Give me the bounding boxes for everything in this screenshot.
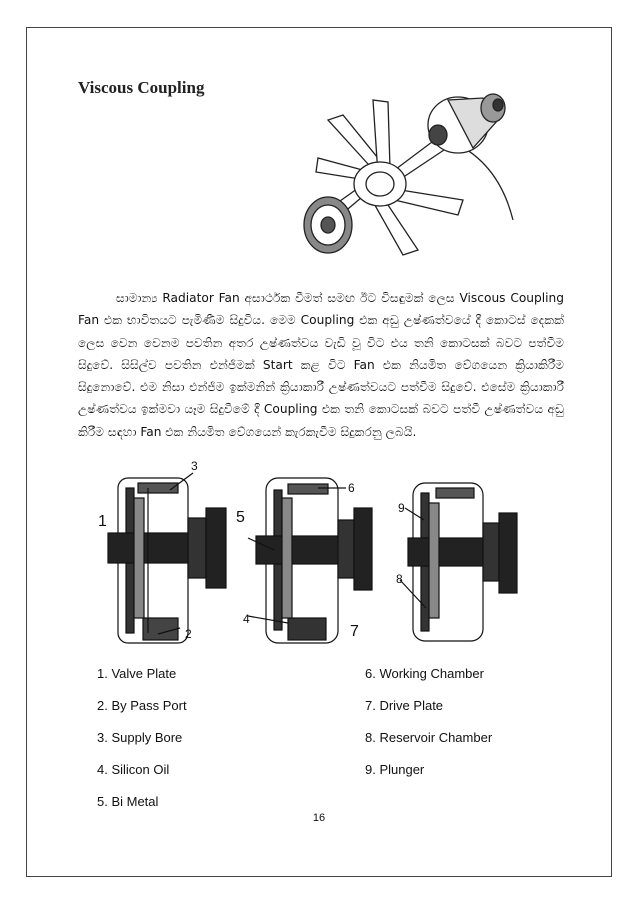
coupling-cross-section-diagram bbox=[88, 458, 558, 658]
cross-section-a bbox=[108, 478, 226, 643]
section-heading: Viscous Coupling bbox=[78, 78, 205, 97]
legend-item: 3. Supply Bore bbox=[97, 730, 183, 745]
cross-section-b bbox=[256, 478, 372, 643]
paragraph-text: සාමාන්‍ය Radiator Fan අසාර්ථක වීමත් සමඟ ඊට විසඳුමක් ලෙස Viscous Coupling Fan එක භාවිතයට පැමිණීම සිදුවිය. මෙම Coupling එක අඩු උෂ්ණත්වයේ දී කොටස් දෙකක් ලෙස වෙන වෙනම පවතින අතර උෂ්ණත්වය වැඩි වූ විට එය තනි කොටසක් බවට පත්වීම සිදුවේ. සිසිල්ව පවතින එන්ජිමක් Start කළ විට Fan එක නියමිත වේගයෙන ක්‍රියාකිරීම සිදුනොවේ. එම නිසා එන්ජිම ඉක්මනින් ක්‍රියාකාරී උෂ්ණත්වයට පත්වීම සිදුවේ. එසේම ක්‍රියාකාරී උෂ්ණත්වය ඉක්මවා යෑම සිදුවීමේ දී Coupling එක තනි කොටසක් බවට පත්වී උෂ්ණත්වය අඩු කිරීම සඳහා Fan එක නියමිත වේගයෙන් කැරකැවීම සිදුකරනු ලබයි. bbox=[78, 291, 564, 439]
legend-item: 6. Working Chamber bbox=[365, 666, 484, 681]
label-2: 2 bbox=[185, 627, 192, 641]
label-7: 7 bbox=[350, 623, 359, 640]
legend-item: 5. Bi Metal bbox=[97, 794, 159, 809]
legend-right-column bbox=[365, 664, 492, 792]
legend-item: 1. Valve Plate bbox=[97, 666, 177, 681]
label-3: 3 bbox=[191, 459, 198, 473]
legend-item: 7. Drive Plate bbox=[365, 698, 444, 713]
page-number: 16 bbox=[312, 812, 326, 824]
label-9: 9 bbox=[398, 501, 405, 515]
legend-item: 8. Reservoir Chamber bbox=[365, 730, 493, 745]
label-4: 4 bbox=[243, 612, 250, 626]
fan-coupling-illustration bbox=[298, 80, 528, 260]
legend-left-column bbox=[97, 664, 187, 824]
legend-item: 2. By Pass Port bbox=[97, 698, 187, 713]
legend-item: 4. Silicon Oil bbox=[97, 762, 170, 777]
body-paragraph bbox=[78, 287, 564, 443]
label-8: 8 bbox=[396, 572, 403, 586]
legend-item: 9. Plunger bbox=[365, 762, 425, 777]
label-6: 6 bbox=[348, 481, 355, 495]
cross-section-c bbox=[408, 483, 517, 641]
label-5: 5 bbox=[236, 509, 245, 526]
label-1: 1 bbox=[98, 513, 107, 530]
